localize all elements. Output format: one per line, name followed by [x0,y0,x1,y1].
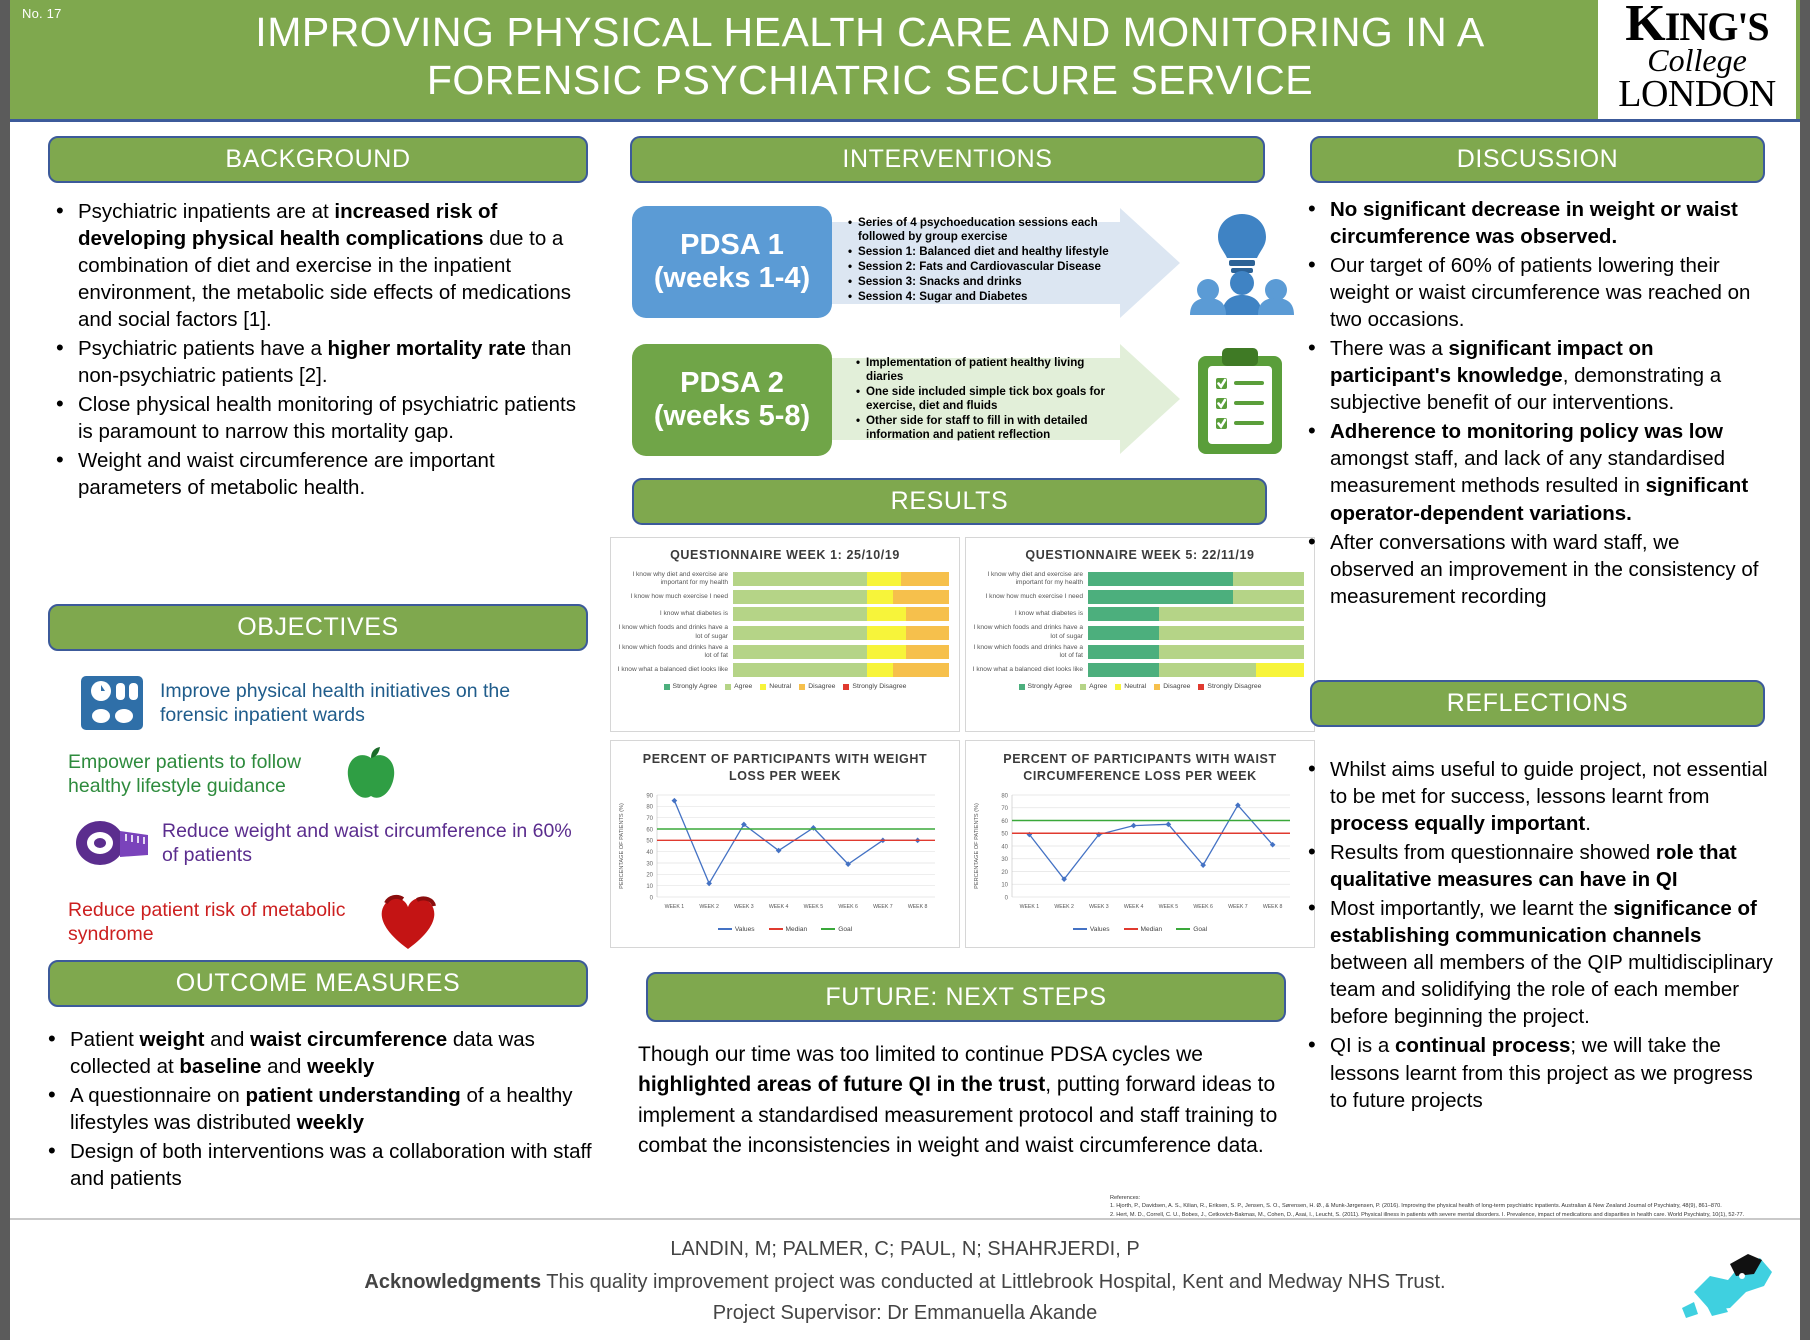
questionnaire-week1-segment [867,645,906,659]
svg-text:10: 10 [646,883,653,890]
questionnaire-week5-row [966,663,1304,677]
group-lightbulb-icon [1188,210,1296,320]
objective-label-3: Reduce weight and waist circumference in 60% of patients [162,819,572,866]
section-header-background: BACKGROUND [48,136,588,183]
svg-text:40: 40 [1001,844,1008,851]
pdsa1-bullet-2: • Session 1: Balanced diet and healthy lifestyle [848,245,1123,259]
questionnaire-week1-segment [867,626,906,640]
svg-text:80: 80 [646,804,653,811]
scales-icon [76,672,148,734]
poster-canvas [10,0,1800,1340]
questionnaire-week1-row [611,624,949,640]
waist-loss-legend [966,926,1314,933]
questionnaire-week1-legend [611,683,959,690]
questionnaire-week1-row [611,607,949,621]
questionnaire-week5-segment [1159,663,1256,677]
pdsa1-bullet-3: • Session 2: Fats and Cardiovascular Disease [848,260,1123,274]
questionnaire-week1-segment [893,590,949,604]
questionnaire-week5-legend-item: Agree [1080,683,1107,690]
questionnaire-week5-legend [966,683,1314,690]
waist-loss-plot [966,789,1314,924]
kent-medway-map-icon [1676,1246,1776,1332]
objective-label-4: Reduce patient risk of metabolic syndrome [68,898,346,945]
chart-title-questionnaire-week1: QUESTIONNAIRE WEEK 1: 25/10/19 [670,548,900,562]
weight-loss-svg [611,789,941,919]
svg-text:WEEK 5: WEEK 5 [803,903,824,910]
reference-item-1: 1. Hjorth, P., Davidsen, A. S., Kilian, R., Eriksen, S. P., Jensen, S. O., Sørensen, H. Ø., & Munk-Jørgensen, P. (2016). Improving the physical health of long-term psychiatric inpatients. Australian & New Zealand Journal of Psychiatry, 48(9), 861–870. [1110,1203,1722,1210]
pdsa2-box [632,344,832,456]
weight-loss-legend [611,926,959,933]
section-header-results: RESULTS [632,478,1267,525]
discussion-bullet-1: • No significant decrease in weight or waist circumference was observed. [1298,196,1768,250]
questionnaire-week1-legend-item: Neutral [760,683,791,690]
objective-item-3 [72,814,592,872]
questionnaire-week1-bar [733,607,949,621]
questionnaire-week1-segment [906,626,949,640]
footer-supervisor: Project Supervisor: Dr Emmanuella Akande [712,1302,1098,1324]
svg-text:40: 40 [646,849,653,856]
questionnaire-week5-category-label: I know which foods and drinks have a lot of sugar [973,624,1083,640]
logo-line-3: LONDON [1618,73,1776,116]
questionnaire-week5-segment [1159,607,1304,621]
svg-text:WEEK 1: WEEK 1 [664,903,685,910]
discussion-bullet-list [1298,196,1768,612]
questionnaire-week1-segment [906,607,949,621]
svg-text:WEEK 6: WEEK 6 [838,903,858,910]
logo-line-2: College [1647,41,1747,78]
questionnaire-week5-segment [1088,626,1159,640]
svg-text:WEEK 2: WEEK 2 [699,903,719,910]
questionnaire-week1-bar [733,590,949,604]
pdsa1-bullets [848,216,1123,304]
references-block [1110,1194,1770,1219]
pdsa2-bullet-2: • One side included simple tick box goals for exercise, diet and fluids [856,385,1121,413]
svg-text:WEEK 5: WEEK 5 [1158,903,1179,910]
questionnaire-week1-segment [901,572,949,586]
questionnaire-week5-bar [1088,626,1304,640]
questionnaire-week1-segment [733,645,867,659]
questionnaire-week1-category-label: I know why diet and exercise are important for my health [632,571,728,587]
questionnaire-week5-row [966,624,1304,640]
pdsa1-box [632,206,832,318]
page-title [130,8,1610,105]
questionnaire-week1-segment [867,590,893,604]
pdsa1-label-line1: PDSA 1 [680,228,784,261]
weight-loss-legend-item: Median [769,926,808,933]
objective-label-2: Empower patients to follow healthy lifestyle guidance [68,750,302,797]
svg-text:WEEK 3: WEEK 3 [1089,903,1109,910]
svg-text:PERCENTAGE OF PATIENTS (%): PERCENTAGE OF PATIENTS (%) [974,802,980,889]
questionnaire-week5-bar [1088,572,1304,586]
discussion-bullet-5: • After conversations with ward staff, we observed an improvement in the consistency of measurement recording [1298,529,1768,610]
waist-loss-legend-item: Values [1073,926,1110,933]
svg-text:WEEK 3: WEEK 3 [734,903,754,910]
questionnaire-week5-segment [1233,572,1304,586]
svg-text:70: 70 [646,815,653,822]
svg-text:50: 50 [1001,831,1008,838]
reflection-bullet-1: • Whilst aims useful to guide project, not essential to be met for success, lessons learnt from process equally important. [1298,756,1773,837]
questionnaire-week5-row [966,607,1304,621]
section-header-interventions: INTERVENTIONS [630,136,1265,183]
questionnaire-week5-bar [1088,607,1304,621]
background-bullet-1: • Psychiatric inpatients are at increased risk of developing physical health complications due to a combination of diet and exercise in the inpatient environment, the metabolic side effects of medications and social factors [1]. [46,198,591,333]
questionnaire-week1-segment [733,590,867,604]
weight-loss-legend-item: Values [718,926,755,933]
chart-card-questionnaire-week5 [965,537,1315,732]
svg-text:WEEK 4: WEEK 4 [768,903,789,910]
questionnaire-week1-category-label: I know how much exercise I need [630,593,728,601]
references-heading: References: [1110,1195,1141,1201]
questionnaire-week5-segment [1088,590,1233,604]
pdsa2-bullet-1: • Implementation of patient healthy living diaries [856,356,1121,384]
objective-item-1 [76,672,596,734]
section-header-reflections: REFLECTIONS [1310,680,1765,727]
svg-text:WEEK 8: WEEK 8 [907,903,928,910]
questionnaire-week5-segment [1159,645,1304,659]
section-header-discussion: DISCUSSION [1310,136,1765,183]
questionnaire-week5-legend-item: Strongly Disagree [1198,683,1261,690]
reflection-bullet-4: • QI is a continual process; we will take the lessons learnt from this project as we progress to future projects [1298,1032,1773,1113]
questionnaire-week5-segment [1088,645,1159,659]
clipboard-check-icon [1190,348,1290,461]
svg-text:20: 20 [646,872,653,879]
svg-text:90: 90 [646,793,653,800]
questionnaire-week5-bar [1088,645,1304,659]
questionnaire-week1-segment [867,572,902,586]
reflections-bullet-list [1298,756,1773,1116]
svg-text:WEEK 6: WEEK 6 [1193,903,1213,910]
poster-header [10,0,1800,122]
chart-title-questionnaire-week5: QUESTIONNAIRE WEEK 5: 22/11/19 [1025,548,1255,562]
questionnaire-week1-row [611,571,949,587]
questionnaire-week5-category-label: I know why diet and exercise are important for my health [987,571,1083,587]
questionnaire-week5-row [966,644,1304,660]
svg-text:50: 50 [646,838,653,845]
objective-item-4 [68,890,588,954]
svg-text:WEEK 7: WEEK 7 [873,903,893,910]
pdsa1-bullet-5: • Session 4: Sugar and Diabetes [848,290,1123,304]
questionnaire-week5-segment [1088,572,1233,586]
questionnaire-week5-segment [1159,626,1304,640]
footer-acknowledgments [10,1271,1800,1294]
questionnaire-week1-legend-item: Strongly Disagree [843,683,906,690]
background-bullet-4: • Weight and waist circumference are important parameters of metabolic health. [46,447,591,501]
questionnaire-week1-bar [733,626,949,640]
chart-card-questionnaire-week1 [610,537,960,732]
footer-ack-text: This quality improvement project was conducted at Littlebrook Hospital, Kent and Medway NHS Trust. [546,1271,1446,1293]
pdsa2-bullet-3: • Other side for staff to fill in with detailed information and patient reflection [856,414,1121,442]
svg-text:60: 60 [1001,818,1008,825]
svg-text:80: 80 [1001,793,1008,800]
questionnaire-week5-bar [1088,590,1304,604]
questionnaire-week5-legend-item: Disagree [1154,683,1190,690]
reflection-bullet-3: • Most importantly, we learnt the significance of establishing communication channels between all members of the QIP multidisciplinary team and solidifying the role of each member before beginning the project. [1298,895,1773,1030]
pdsa1-label-line2: (weeks 1-4) [653,262,811,294]
future-next-steps-text: Though our time was too limited to continue PDSA cycles we highlighted areas of future QI in the trust, putting forward ideas to implement a standardised measurement protocol and staff training to combat the inconsistencies in weight and waist circumference data. [638,1043,1278,1158]
questionnaire-week1-bar [733,645,949,659]
logo-line-1: KING'S [1625,0,1769,52]
questionnaire-week1-category-label: I know what diabetes is [659,610,728,618]
questionnaire-week1-segment [867,663,893,677]
questionnaire-week1-segment [733,626,867,640]
questionnaire-week5-bar [1088,663,1304,677]
questionnaire-week5-segment [1088,663,1159,677]
weight-loss-plot [611,789,959,924]
questionnaire-week1-segment [733,572,867,586]
pdsa2-label-line2: (weeks 5-8) [653,400,811,432]
questionnaire-week1-segment [893,663,949,677]
waist-loss-legend-item: Median [1124,926,1163,933]
questionnaire-week1-category-label: I know which foods and drinks have a lot of sugar [618,624,728,640]
pdsa1-bullet-4: • Session 3: Snacks and drinks [848,275,1123,289]
weight-loss-legend-item: Goal [821,926,852,933]
svg-text:WEEK 2: WEEK 2 [1054,903,1074,910]
objective-item-2 [68,744,588,804]
reflection-bullet-2: • Results from questionnaire showed role that qualitative measures can have in QI [1298,839,1773,893]
questionnaire-week5-category-label: I know what diabetes is [1014,610,1083,618]
waist-loss-legend-item: Goal [1176,926,1207,933]
questionnaire-week5-segment [1088,607,1159,621]
heart-icon [368,890,448,954]
chart-card-weight-loss [610,740,960,948]
apple-icon [336,744,406,804]
svg-text:0: 0 [1004,895,1008,902]
svg-text:20: 20 [1001,869,1008,876]
svg-text:0: 0 [649,895,653,902]
questionnaire-week5-segment [1233,590,1304,604]
questionnaire-week1-segment [906,645,949,659]
questionnaire-week5-segment [1256,663,1304,677]
questionnaire-week1-segment [733,663,867,677]
reference-item-2: 2. Hert, M. D., Correll, C. U., Bobes, J., Cetkovich-Bakmas, M., Cohen, D., Asai, I., Leucht, S. (2011). Physical illness in patients with severe mental disorders. I. Prevalence, impact of medications and disparities in health care. World Psychiatry, 10(1), 52-77. [1110,1211,1745,1218]
questionnaire-week1-rows [611,571,959,677]
questionnaire-week5-row [966,590,1304,604]
questionnaire-week5-category-label: I know what a balanced diet looks like [972,666,1083,674]
svg-text:60: 60 [646,827,653,834]
background-bullet-3: • Close physical health monitoring of psychiatric patients is paramount to narrow this mortality gap. [46,391,591,445]
questionnaire-week5-legend-item: Strongly Agree [1019,683,1073,690]
questionnaire-week5-category-label: I know which foods and drinks have a lot of fat [973,643,1083,660]
title-line-1: IMPROVING PHYSICAL HEALTH CARE AND MONITORING IN A [255,9,1485,55]
svg-text:WEEK 8: WEEK 8 [1262,903,1283,910]
svg-text:30: 30 [646,861,653,868]
tape-measure-icon [72,814,152,872]
questionnaire-week1-legend-item: Agree [725,683,752,690]
questionnaire-week1-legend-item: Strongly Agree [664,683,718,690]
objective-label-1: Improve physical health initiatives on the forensic inpatient wards [160,679,511,726]
outcome-measures-bullet-list [38,1026,593,1194]
outcome-measure-bullet-3: • Design of both interventions was a collaboration with staff and patients [38,1138,593,1192]
footer-authors: LANDIN, M; PALMER, C; PAUL, N; SHAHRJERDI, P [670,1238,1140,1260]
background-bullet-2: • Psychiatric patients have a higher mortality rate than non-psychiatric patients [2]. [46,335,591,389]
kings-college-london-logo [1598,0,1796,119]
questionnaire-week5-legend-item: Neutral [1115,683,1146,690]
outcome-measure-bullet-2: • A questionnaire on patient understanding of a healthy lifestyles was distributed weekly [38,1082,593,1136]
pdsa1-bullet-1: • Series of 4 psychoeducation sessions each followed by group exercise [848,216,1123,244]
chart-title-weight-loss: PERCENT OF PARTICIPANTS WITH WEIGHT LOSS PER WEEK [642,752,928,783]
outcome-measure-bullet-1: • Patient weight and waist circumference data was collected at baseline and weekly [38,1026,593,1080]
questionnaire-week1-legend-item: Disagree [799,683,835,690]
questionnaire-week1-row [611,590,949,604]
questionnaire-week1-row [611,644,949,660]
title-line-2: FORENSIC PSYCHIATRIC SECURE SERVICE [426,57,1314,104]
chart-card-waist-loss [965,740,1315,948]
questionnaire-week1-category-label: I know what a balanced diet looks like [617,666,728,674]
poster-number: No. 17 [22,6,62,21]
questionnaire-week1-bar [733,572,949,586]
discussion-bullet-2: • Our target of 60% of patients lowering their weight or waist circumference was reached on two occasions. [1298,252,1768,333]
questionnaire-week1-category-label: I know which foods and drinks have a lot of fat [618,643,728,660]
svg-text:PERCENTAGE OF PATIENTS (%): PERCENTAGE OF PATIENTS (%) [619,802,625,889]
questionnaire-week1-row [611,663,949,677]
discussion-bullet-4: • Adherence to monitoring policy was low amongst staff, and lack of any standardised measurement methods resulted in significant operator-dependent variations. [1298,418,1768,526]
footer-ack-label: Acknowledgments [364,1271,542,1293]
svg-text:30: 30 [1001,856,1008,863]
section-header-outcome-measures: OUTCOME MEASURES [48,960,588,1007]
waist-loss-svg [966,789,1296,919]
questionnaire-week5-rows [966,571,1314,677]
svg-text:WEEK 7: WEEK 7 [1228,903,1248,910]
questionnaire-week1-segment [867,607,906,621]
discussion-bullet-3: • There was a significant impact on participant's knowledge, demonstrating a subjective benefit of our interventions. [1298,335,1768,416]
svg-text:10: 10 [1001,882,1008,889]
svg-text:70: 70 [1001,805,1008,812]
chart-title-waist-loss: PERCENT OF PARTICIPANTS WITH WAIST CIRCUMFERENCE LOSS PER WEEK [1003,752,1277,783]
background-bullet-list [46,198,591,504]
svg-text:WEEK 4: WEEK 4 [1123,903,1144,910]
questionnaire-week1-bar [733,663,949,677]
pdsa2-bullets [856,356,1121,442]
section-header-future: FUTURE: NEXT STEPS [646,972,1286,1022]
questionnaire-week1-segment [733,607,867,621]
questionnaire-week5-category-label: I know how much exercise I need [985,593,1083,601]
poster-footer [10,1218,1800,1340]
pdsa2-label-line1: PDSA 2 [680,366,784,399]
questionnaire-week5-row [966,571,1304,587]
section-header-objectives: OBJECTIVES [48,604,588,651]
svg-text:WEEK 1: WEEK 1 [1019,903,1040,910]
